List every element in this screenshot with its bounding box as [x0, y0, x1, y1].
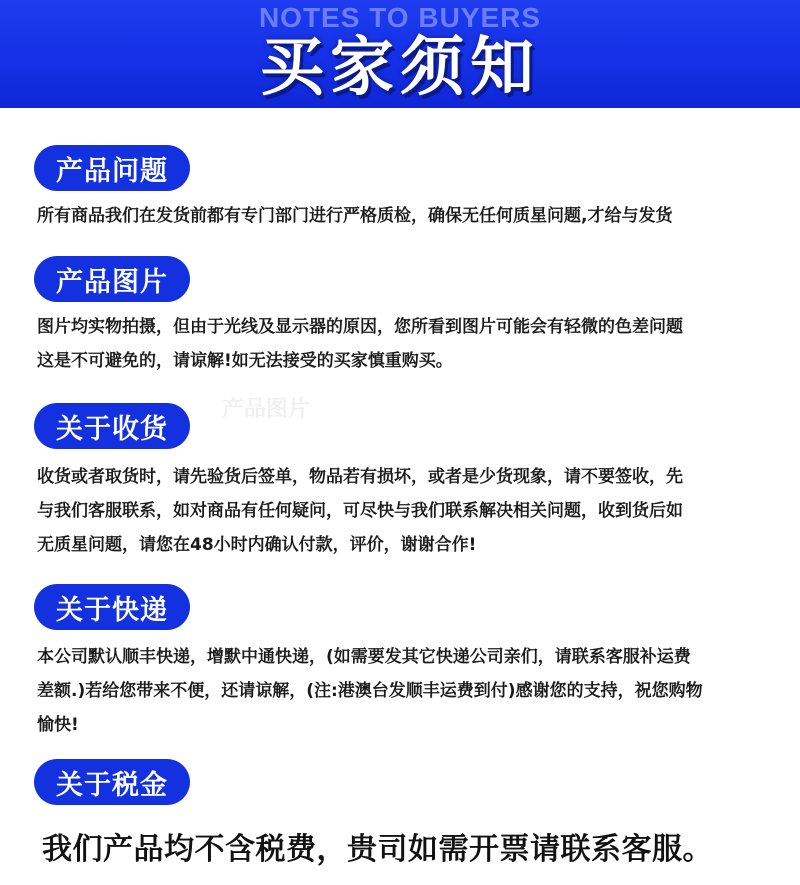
tax-note: 我们产品均不含税费，贵司如需开票请联系客服。 [42, 832, 713, 867]
text-line: 所有商品我们在发货前都有专门部门进行严格质检，确保无任何质星问题,才给与发货 [37, 206, 673, 226]
section-heading-tax: 关于税金 [34, 759, 190, 805]
text-line: 本公司默认顺丰快递，增默中通快递，(如需要发其它快递公司亲们，请联系客服补运费 [37, 647, 691, 667]
text-line: 无质星问题，请您在48小时内确认付款，评价，谢谢合作! [37, 535, 477, 555]
section-heading-product-issues: 产品问题 [34, 145, 190, 191]
section-text-product-images [37, 310, 787, 378]
text-line: 与我们客服联系，如对商品有任何疑问，可尽快与我们联系解决相关问题，收到货后如 [37, 501, 683, 521]
text-line: 差额.)若给您带来不便，还请谅解，(注:港澳台发顺丰运费到付)感谢您的支持，祝您购物 [37, 681, 703, 701]
text-line: 愉快! [37, 715, 79, 735]
header-subtitle: NOTES TO BUYERS [258, 2, 542, 33]
header-title: 买家须知 [260, 31, 540, 105]
section-heading-shipping: 关于快递 [34, 584, 190, 630]
section-heading-product-images: 产品图片 [34, 256, 190, 302]
watermark-text: 产品图片 [222, 397, 311, 422]
section-text-product-issues [37, 199, 787, 233]
section-text-shipping [37, 640, 787, 742]
text-line: 这是不可避免的，请谅解!如无法接受的买家慎重购买。 [37, 351, 453, 371]
section-text-receiving [37, 460, 787, 562]
section-heading-receiving: 关于收货 [34, 403, 190, 449]
header-banner [0, 0, 800, 108]
text-line: 收货或者取货时，请先验货后签单，物品若有损坏，或者是少货现象，请不要签收，先 [37, 467, 683, 487]
text-line: 图片均实物拍摄，但由于光线及显示器的原因，您所看到图片可能会有轻微的色差问题 [37, 317, 683, 337]
